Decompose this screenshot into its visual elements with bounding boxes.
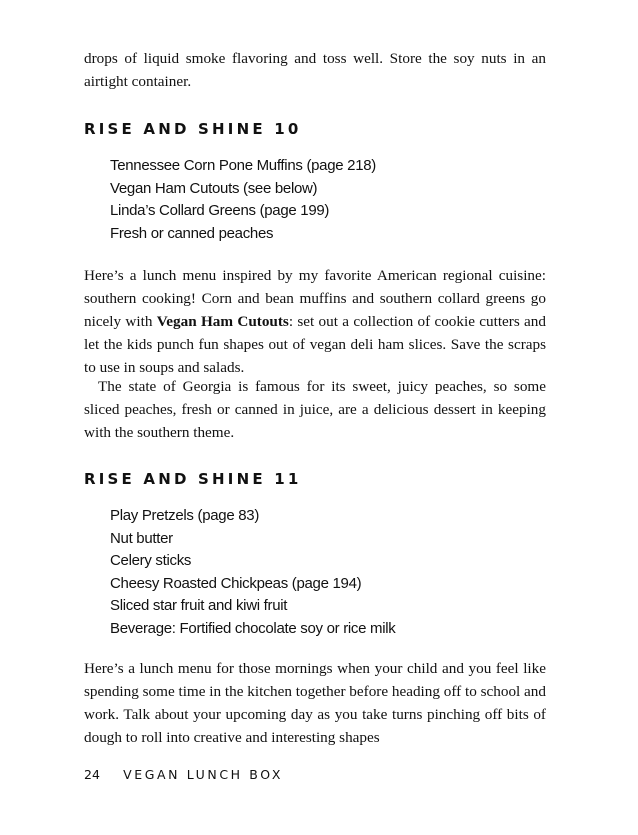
menu-item: Beverage: Fortified chocolate soy or rice milk: [110, 619, 396, 637]
menu-item: Cheesy Roasted Chickpeas (page 194): [110, 574, 362, 592]
menu-item: Vegan Ham Cutouts (see below): [110, 179, 318, 197]
menu-item: Nut butter: [110, 529, 173, 547]
menu-item: Play Pretzels (page 83): [110, 507, 260, 524]
body-paragraph: The state of Georgia is famous for its sweet, juicy peaches, so some sliced peaches, fresh or canned in juice, are a delicious dessert in keeping with the southern theme.: [84, 378, 546, 441]
menu-item: Fresh or canned peaches: [110, 224, 274, 242]
menu-list-rise-and-shine-10: [110, 155, 376, 245]
recipe-name-bold: Vegan Ham Cutouts: [156, 313, 289, 330]
body-paragraph: [84, 264, 546, 379]
section-heading-rise-and-shine-11: RISE AND SHINE 11: [84, 470, 302, 488]
menu-item: Celery sticks: [110, 552, 192, 569]
section-heading-rise-and-shine-10: RISE AND SHINE 10: [84, 120, 302, 138]
book-title: VEGAN LUNCH BOX: [123, 767, 284, 782]
running-footer: [84, 767, 283, 782]
menu-item: Tennessee Corn Pone Muffins (page 218): [110, 157, 376, 174]
intro-paragraph: drops of liquid smoke flavoring and toss well. Store the soy nuts in an airtight container.: [84, 50, 546, 90]
menu-item: Linda’s Collard Greens (page 199): [110, 202, 330, 219]
paragraph-text: : set out a collection of cookie cutters and let the kids punch fun shapes out of vegan deli ham slices. Save the scraps to use in soups and salads.: [84, 313, 546, 376]
menu-list-rise-and-shine-11: [110, 505, 396, 640]
page-number: 24: [84, 767, 100, 782]
menu-item: Sliced star fruit and kiwi fruit: [110, 597, 288, 614]
paragraph-text: Here’s a lunch menu inspired by my favorite American regional cuisine: southern cooking! Corn and bean muffins and southern collard greens go nicely with: [84, 267, 546, 330]
body-paragraph: Here’s a lunch menu for those mornings when your child and you feel like spending some time in the kitchen together before heading off to school and work. Talk about your upcoming day as you take turns pinching off bits of dough to roll into creative and interesting shapes: [84, 660, 546, 746]
